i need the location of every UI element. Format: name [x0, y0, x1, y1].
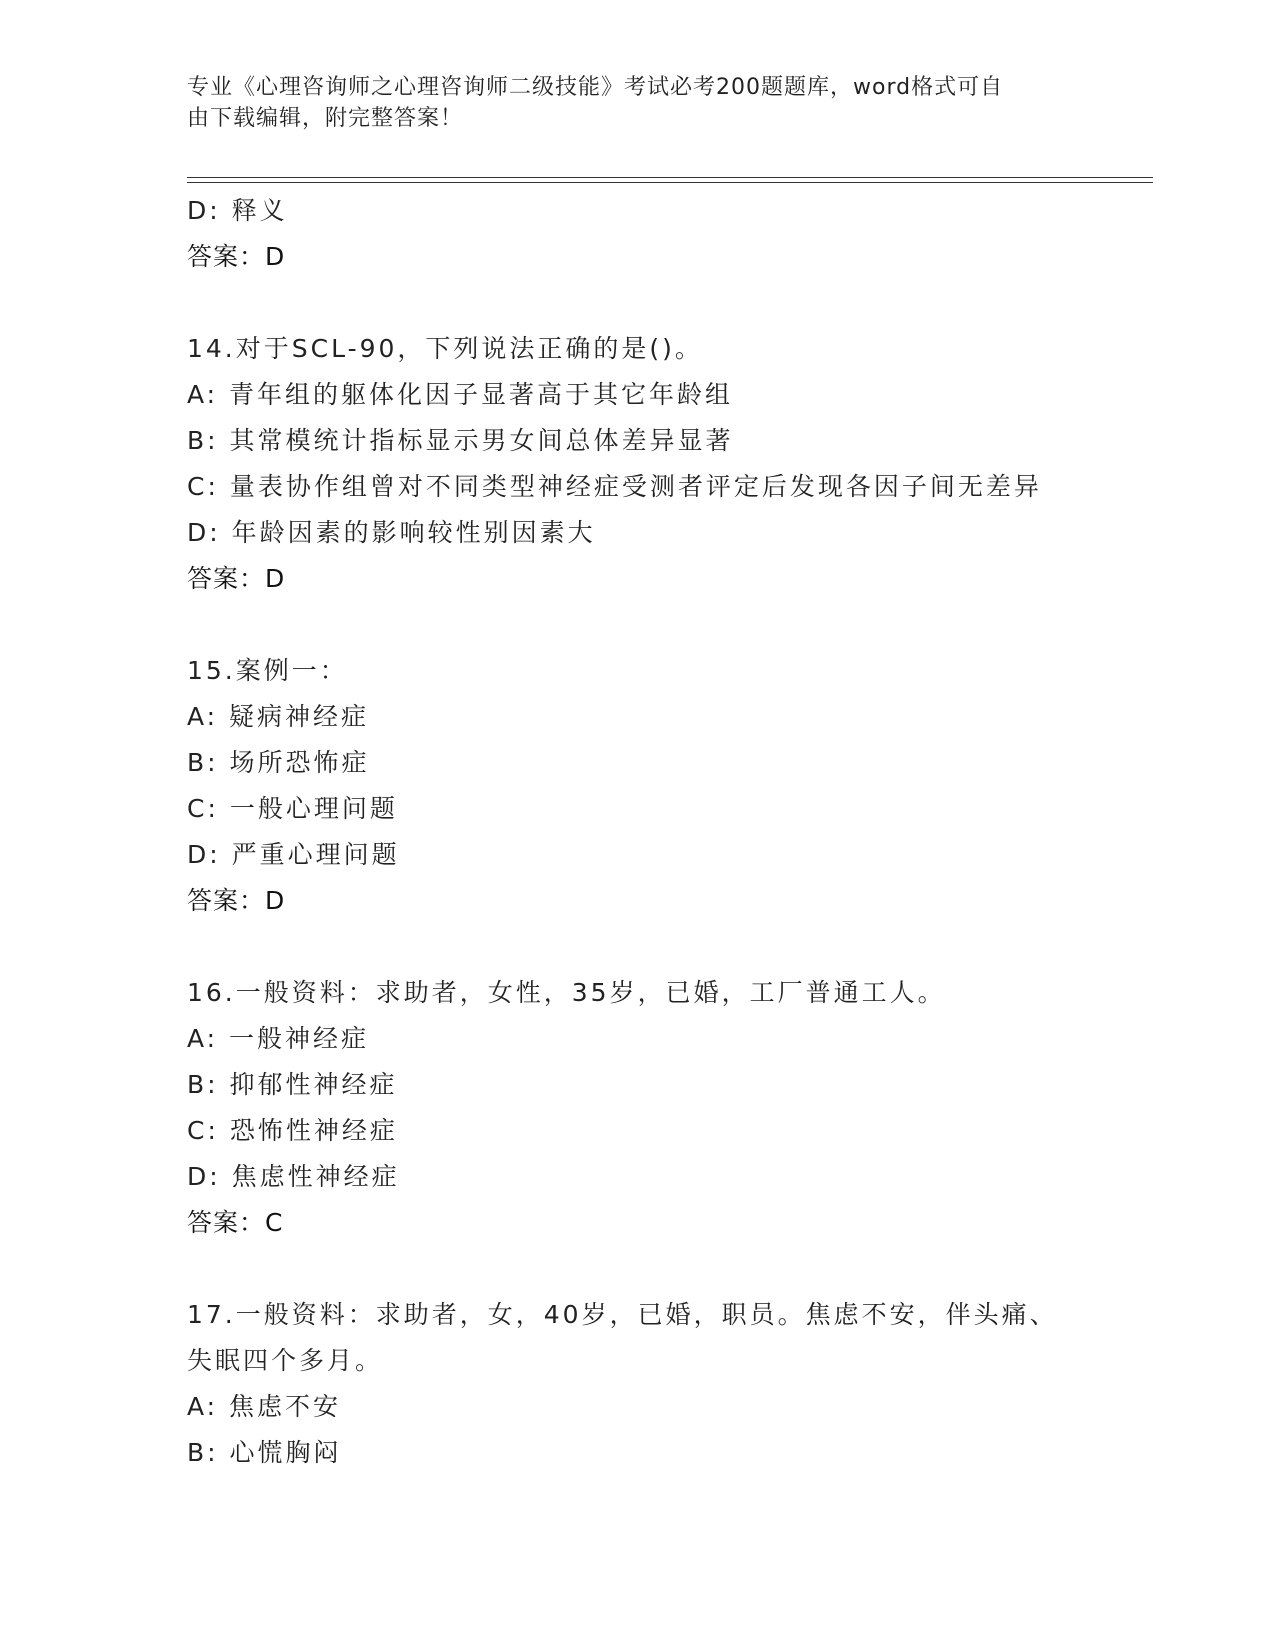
question-block-17	[187, 1292, 1153, 1476]
block-gap	[187, 280, 1153, 326]
option-c: C: 恐怖性神经症	[187, 1116, 398, 1145]
header-line-1: 专业《心理咨询师之心理咨询师二级技能》考试必考200题题库，word格式可自	[187, 75, 1004, 100]
option-d: D: 释义	[187, 196, 288, 225]
answer-line: 答案：D	[187, 886, 286, 915]
answer-line: 答案：C	[187, 1208, 284, 1237]
option-d: D: 严重心理问题	[187, 840, 400, 869]
question-block-16	[187, 970, 1153, 1246]
option-a: A: 一般神经症	[187, 1024, 370, 1053]
question-list	[187, 188, 1153, 1476]
header-divider-top	[187, 177, 1153, 178]
option-b: B: 心慌胸闷	[187, 1438, 342, 1467]
question-block-15	[187, 648, 1153, 924]
answer-line: 答案：D	[187, 564, 286, 593]
option-d: D: 年龄因素的影响较性别因素大	[187, 518, 596, 547]
document-header	[187, 72, 1067, 134]
option-d: D: 焦虑性神经症	[187, 1162, 400, 1191]
answer-line: 答案：D	[187, 242, 286, 271]
block-gap	[187, 1246, 1153, 1292]
question-text-line-1: 17.一般资料：求助者，女，40岁，已婚，职员。焦虑不安，伴头痛、	[187, 1300, 1058, 1329]
option-b: B: 其常模统计指标显示男女间总体差异显著	[187, 426, 734, 455]
question-text-line-2: 失眠四个多月。	[187, 1346, 384, 1375]
option-c: C: 一般心理问题	[187, 794, 398, 823]
question-text: 15.案例一：	[187, 656, 348, 685]
header-line-2: 由下载编辑，附完整答案！	[187, 106, 464, 131]
header-divider-bottom	[187, 182, 1153, 183]
option-b: B: 场所恐怖症	[187, 748, 370, 777]
question-block-13	[187, 188, 1153, 280]
option-b: B: 抑郁性神经症	[187, 1070, 398, 1099]
option-c: C: 量表协作组曾对不同类型神经症受测者评定后发现各因子间无差异	[187, 472, 1042, 501]
option-a: A: 青年组的躯体化因子显著高于其它年龄组	[187, 380, 734, 409]
option-a: A: 焦虑不安	[187, 1392, 342, 1421]
question-text: 16.一般资料：求助者，女性，35岁，已婚，工厂普通工人。	[187, 978, 946, 1007]
question-block-14	[187, 326, 1153, 602]
question-text: 14.对于SCL-90，下列说法正确的是()。	[187, 334, 703, 363]
block-gap	[187, 602, 1153, 648]
block-gap	[187, 924, 1153, 970]
option-a: A: 疑病神经症	[187, 702, 370, 731]
